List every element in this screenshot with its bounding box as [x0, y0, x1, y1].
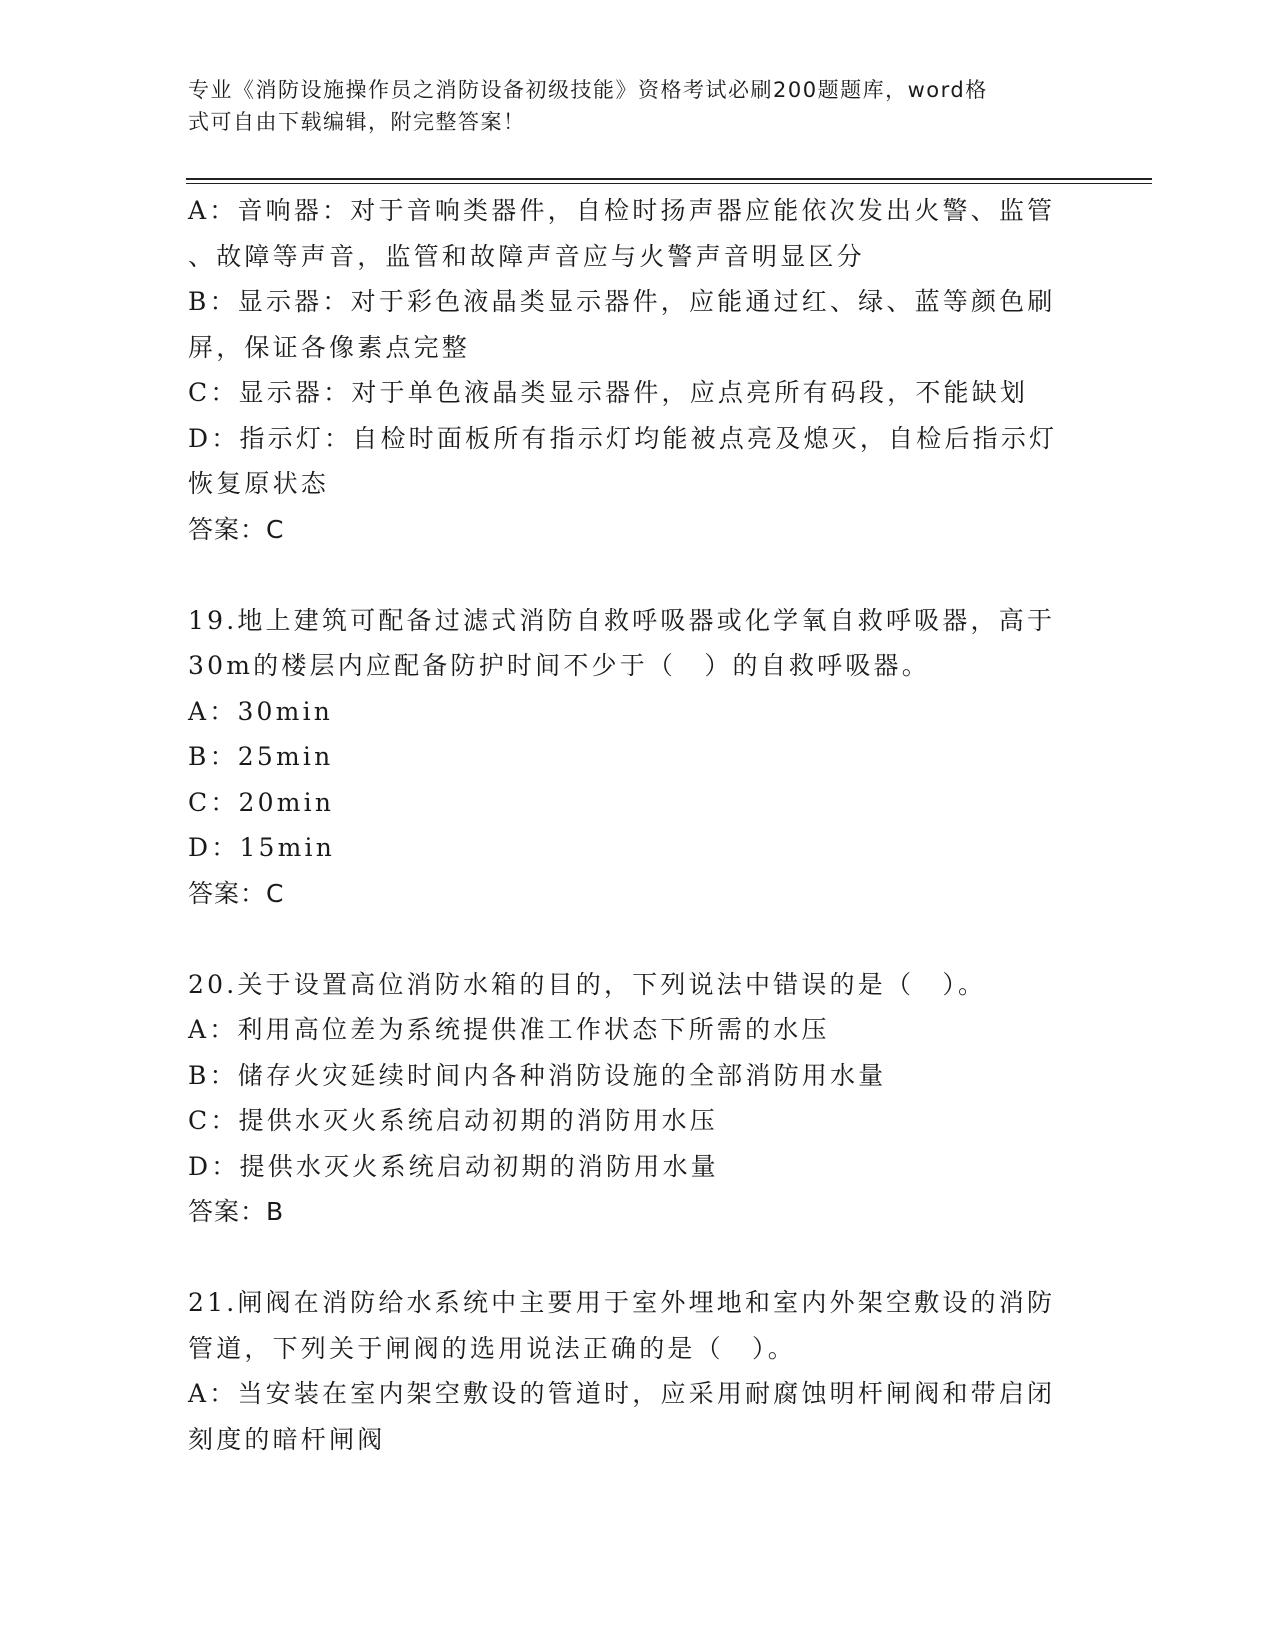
option-c: C：提供水灭火系统启动初期的消防用水压 — [188, 1106, 718, 1135]
spacer — [188, 1235, 1078, 1281]
option-a-line-2: 刻度的暗杆闸阀 — [188, 1424, 386, 1454]
option-d: D：提供水灭火系统启动初期的消防用水量 — [188, 1151, 719, 1181]
document-header — [188, 74, 1068, 138]
question-19 — [188, 598, 1078, 917]
option-a-line-2: 、故障等声音，监管和故障声音应与火警声音明显区分 — [188, 241, 865, 271]
spacer — [188, 552, 1078, 598]
answer-19: 答案：C — [188, 878, 285, 908]
header-line-2: 式可自由下载编辑，附完整答案！ — [188, 110, 526, 134]
question-stem-line-2: 管道，下列关于闸阀的选用说法正确的是（ ）。 — [188, 1333, 796, 1363]
answer-18: 答案：C — [188, 514, 285, 544]
option-b: B：25min — [188, 742, 334, 771]
option-c: C：20min — [188, 787, 335, 817]
question-20 — [188, 962, 1078, 1235]
option-b-line-2: 屏，保证各像素点完整 — [188, 332, 471, 362]
option-a: A：利用高位差为系统提供准工作状态下所需的水压 — [188, 1015, 830, 1044]
header-divider — [186, 178, 1152, 180]
question-stem-line-1: 21.闸阀在消防给水系统中主要用于室外埋地和室内外架空敷设的消防 — [188, 1288, 1056, 1317]
option-b: B：储存火灾延续时间内各种消防设施的全部消防用水量 — [188, 1060, 887, 1090]
option-d-line-1: D：指示灯：自检时面板所有指示灯均能被点亮及熄灭，自检后指示灯 — [188, 423, 1058, 453]
header-line-1: 专业《消防设施操作员之消防设备初级技能》资格考试必刷200题题库，word格 — [188, 78, 988, 102]
option-d: D：15min — [188, 833, 336, 862]
spacer — [188, 916, 1078, 962]
option-a-line-1: A：音响器：对于音响类器件，自检时扬声器应能依次发出火警、监管 — [188, 196, 1056, 225]
answer-20: 答案：B — [188, 1197, 285, 1226]
question-stem-line-1: 19.地上建筑可配备过滤式消防自救呼吸器或化学氧自救呼吸器，高于 — [188, 605, 1056, 635]
option-d-line-2: 恢复原状态 — [188, 469, 330, 498]
question-stem-line-1: 20.关于设置高位消防水箱的目的，下列说法中错误的是（ ）。 — [188, 969, 987, 999]
option-c-line-1: C：显示器：对于单色液晶类显示器件，应点亮所有码段，不能缺划 — [188, 378, 1029, 407]
option-a: A：30min — [188, 696, 334, 726]
question-stem-line-2: 30m的楼层内应配备防护时间不少于（ ）的自救呼吸器。 — [188, 651, 930, 680]
question-list — [188, 188, 1078, 1462]
question-21 — [188, 1280, 1078, 1462]
option-a-line-1: A：当安装在室内架空敷设的管道时，应采用耐腐蚀明杆闸阀和带启闭 — [188, 1379, 1056, 1408]
header-divider-thin — [186, 183, 1152, 184]
question-18-options — [188, 188, 1078, 552]
option-b-line-1: B：显示器：对于彩色液晶类显示器件，应能通过红、绿、蓝等颜色刷 — [188, 287, 1056, 316]
